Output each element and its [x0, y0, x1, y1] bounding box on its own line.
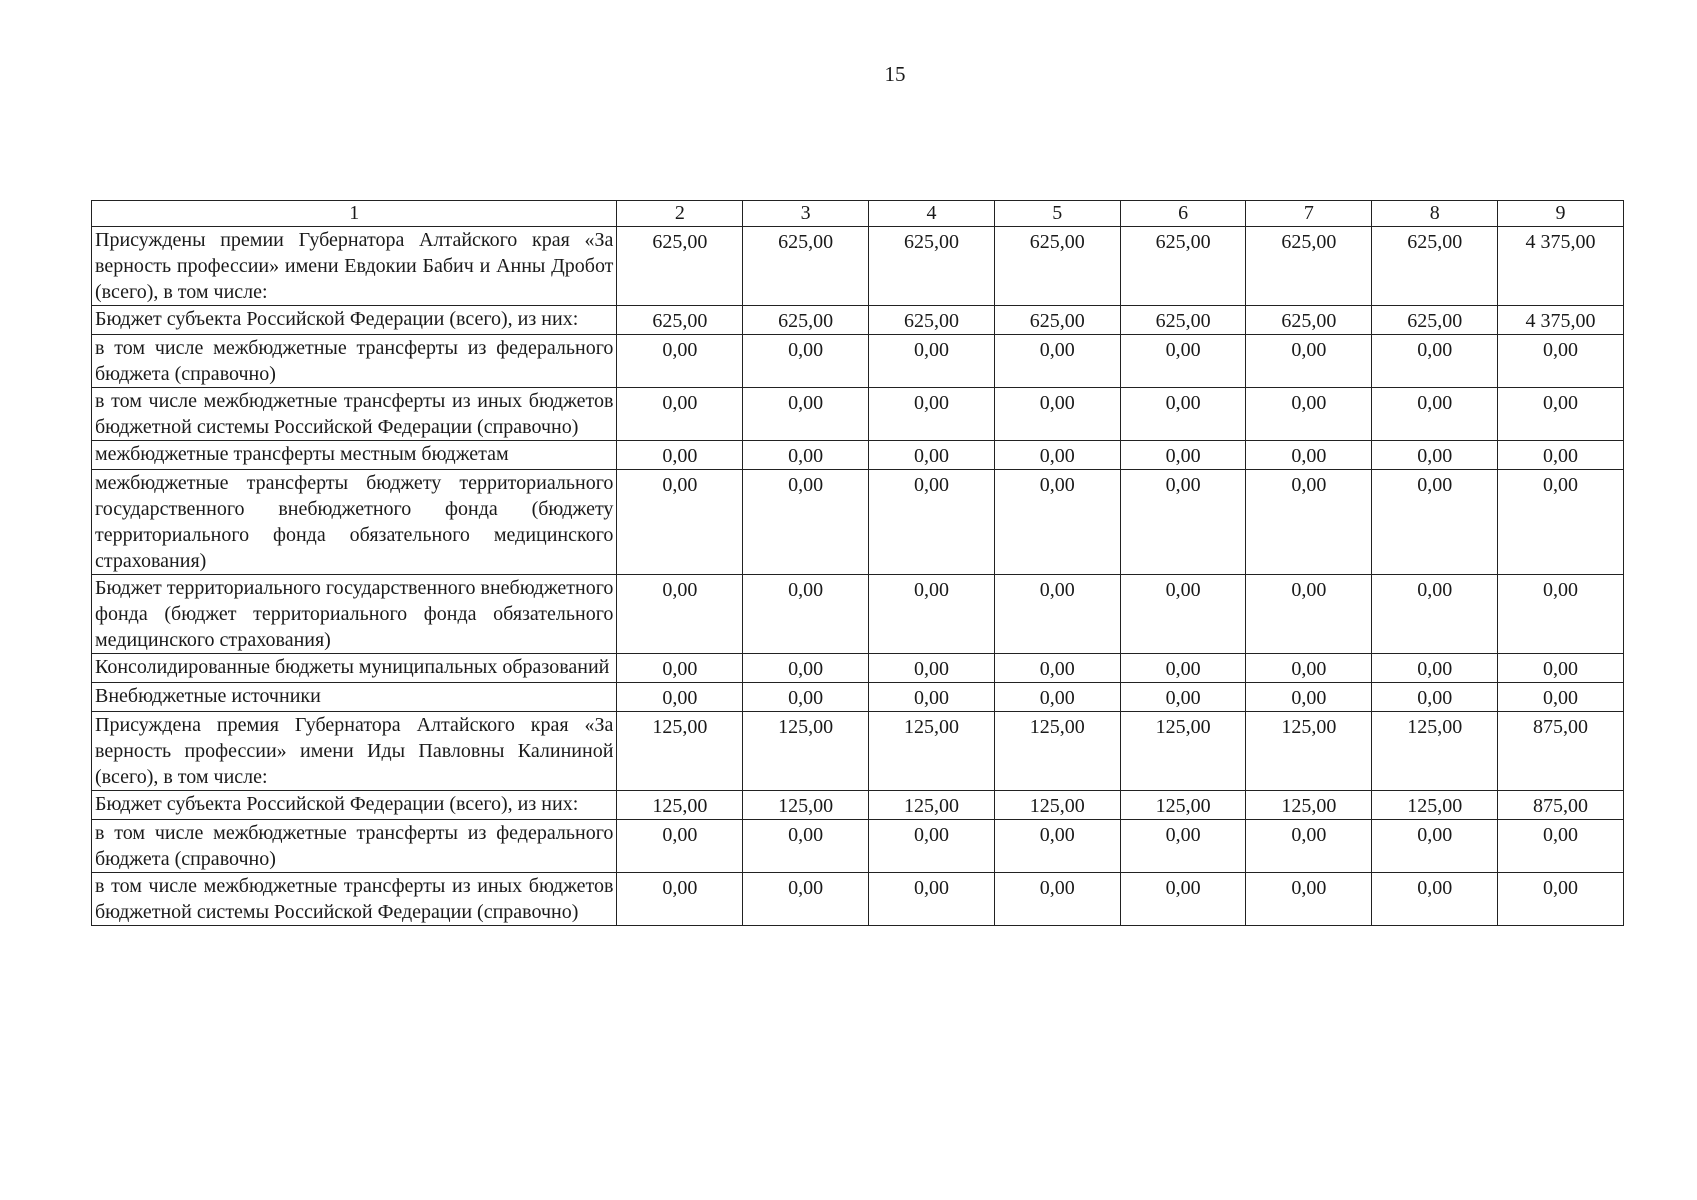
- value-cell: 125,00: [743, 712, 869, 791]
- value-cell: 0,00: [1120, 335, 1246, 388]
- value-cell: 625,00: [994, 306, 1120, 335]
- value-cell: 0,00: [869, 470, 995, 575]
- value-cell: 0,00: [869, 388, 995, 441]
- value-cell: 0,00: [617, 441, 743, 470]
- value-cell: 0,00: [743, 335, 869, 388]
- value-cell: 0,00: [743, 683, 869, 712]
- value-cell: 125,00: [743, 791, 869, 820]
- value-cell: 0,00: [1372, 820, 1498, 873]
- header-row: [92, 201, 1624, 227]
- value-cell: 0,00: [743, 820, 869, 873]
- value-cell: 125,00: [1246, 712, 1372, 791]
- value-cell: 0,00: [1498, 335, 1624, 388]
- value-cell: 0,00: [869, 683, 995, 712]
- value-cell: 0,00: [1246, 388, 1372, 441]
- row-label: Присуждены премии Губернатора Алтайского края «За верность профессии» имени Евдокии Бабич и Анны Дробот (всего), в том числе:: [92, 227, 617, 306]
- value-cell: 125,00: [869, 791, 995, 820]
- value-cell: 125,00: [1372, 712, 1498, 791]
- value-cell: 125,00: [869, 712, 995, 791]
- table-row: [92, 712, 1624, 791]
- table-row: [92, 791, 1624, 820]
- value-cell: 0,00: [1246, 654, 1372, 683]
- value-cell: 0,00: [743, 873, 869, 926]
- value-cell: 0,00: [869, 873, 995, 926]
- row-label: межбюджетные трансферты местным бюджетам: [92, 441, 617, 470]
- row-label: в том числе межбюджетные трансферты из иных бюджетов бюджетной системы Российской Федерации (справочно): [92, 873, 617, 926]
- value-cell: 0,00: [994, 654, 1120, 683]
- value-cell: 0,00: [994, 470, 1120, 575]
- column-header-3: 3: [743, 201, 869, 227]
- row-label: в том числе межбюджетные трансферты из федерального бюджета (справочно): [92, 820, 617, 873]
- value-cell: 0,00: [1246, 575, 1372, 654]
- value-cell: 0,00: [994, 441, 1120, 470]
- value-cell: 0,00: [869, 820, 995, 873]
- value-cell: 625,00: [1120, 227, 1246, 306]
- value-cell: 0,00: [1498, 575, 1624, 654]
- value-cell: 0,00: [617, 575, 743, 654]
- value-cell: 0,00: [994, 575, 1120, 654]
- value-cell: 0,00: [1120, 441, 1246, 470]
- value-cell: 0,00: [1120, 575, 1246, 654]
- row-label: Бюджет субъекта Российской Федерации (всего), из них:: [92, 791, 617, 820]
- value-cell: 0,00: [617, 683, 743, 712]
- page-number: 15: [884, 62, 906, 86]
- value-cell: 125,00: [994, 712, 1120, 791]
- row-label: Присуждена премия Губернатора Алтайского края «За верность профессии» имени Иды Павловны Калининой (всего), в том числе:: [92, 712, 617, 791]
- column-header-1: 1: [92, 201, 617, 227]
- value-cell: 4 375,00: [1498, 227, 1624, 306]
- value-cell: 625,00: [1246, 306, 1372, 335]
- value-cell: 625,00: [743, 227, 869, 306]
- value-cell: 0,00: [1120, 873, 1246, 926]
- column-header-9: 9: [1498, 201, 1624, 227]
- value-cell: 625,00: [1246, 227, 1372, 306]
- row-label: Внебюджетные источники: [92, 683, 617, 712]
- value-cell: 0,00: [1372, 575, 1498, 654]
- value-cell: 0,00: [994, 683, 1120, 712]
- value-cell: 0,00: [869, 654, 995, 683]
- table-body: [92, 227, 1624, 926]
- table-row: [92, 441, 1624, 470]
- budget-table: [91, 200, 1624, 926]
- value-cell: 0,00: [1120, 388, 1246, 441]
- value-cell: 125,00: [1372, 791, 1498, 820]
- value-cell: 0,00: [743, 654, 869, 683]
- row-label: Бюджет территориального государственного внебюджетного фонда (бюджет территориального фонда обязательного медицинского страхования): [92, 575, 617, 654]
- column-header-8: 8: [1372, 201, 1498, 227]
- row-label: Консолидированные бюджеты муниципальных образований: [92, 654, 617, 683]
- value-cell: 0,00: [869, 335, 995, 388]
- column-header-5: 5: [994, 201, 1120, 227]
- value-cell: 625,00: [994, 227, 1120, 306]
- value-cell: 625,00: [869, 306, 995, 335]
- value-cell: 0,00: [743, 388, 869, 441]
- value-cell: 0,00: [1372, 441, 1498, 470]
- row-label: межбюджетные трансферты бюджету территориального государственного внебюджетного фонда (бюджету территориального фонда обязательного медицинского страхования): [92, 470, 617, 575]
- value-cell: 875,00: [1498, 791, 1624, 820]
- value-cell: 125,00: [1120, 712, 1246, 791]
- column-header-2: 2: [617, 201, 743, 227]
- value-cell: 125,00: [1120, 791, 1246, 820]
- table-header: [92, 201, 1624, 227]
- value-cell: 0,00: [1246, 873, 1372, 926]
- table-row: [92, 873, 1624, 926]
- table-row: [92, 227, 1624, 306]
- table-row: [92, 683, 1624, 712]
- value-cell: 0,00: [743, 470, 869, 575]
- value-cell: 625,00: [617, 227, 743, 306]
- value-cell: 125,00: [617, 791, 743, 820]
- value-cell: 125,00: [617, 712, 743, 791]
- column-header-7: 7: [1246, 201, 1372, 227]
- value-cell: 4 375,00: [1498, 306, 1624, 335]
- column-header-6: 6: [1120, 201, 1246, 227]
- value-cell: 0,00: [1498, 654, 1624, 683]
- value-cell: 0,00: [1498, 388, 1624, 441]
- value-cell: 0,00: [1372, 335, 1498, 388]
- value-cell: 625,00: [1120, 306, 1246, 335]
- value-cell: 0,00: [1372, 388, 1498, 441]
- value-cell: 0,00: [1372, 873, 1498, 926]
- value-cell: 0,00: [1246, 335, 1372, 388]
- value-cell: 625,00: [743, 306, 869, 335]
- value-cell: 0,00: [1246, 683, 1372, 712]
- row-label: в том числе межбюджетные трансферты из федерального бюджета (справочно): [92, 335, 617, 388]
- value-cell: 0,00: [994, 873, 1120, 926]
- value-cell: 0,00: [1120, 820, 1246, 873]
- value-cell: 0,00: [617, 335, 743, 388]
- column-header-4: 4: [869, 201, 995, 227]
- table-row: [92, 575, 1624, 654]
- table-row: [92, 388, 1624, 441]
- value-cell: 0,00: [1372, 683, 1498, 712]
- value-cell: 0,00: [617, 820, 743, 873]
- value-cell: 125,00: [994, 791, 1120, 820]
- value-cell: 0,00: [617, 654, 743, 683]
- value-cell: 625,00: [1372, 306, 1498, 335]
- value-cell: 0,00: [617, 470, 743, 575]
- value-cell: 875,00: [1498, 712, 1624, 791]
- value-cell: 0,00: [1120, 470, 1246, 575]
- value-cell: 625,00: [617, 306, 743, 335]
- value-cell: 0,00: [1498, 441, 1624, 470]
- value-cell: 0,00: [743, 575, 869, 654]
- row-label: в том числе межбюджетные трансферты из иных бюджетов бюджетной системы Российской Федерации (справочно): [92, 388, 617, 441]
- row-label: Бюджет субъекта Российской Федерации (всего), из них:: [92, 306, 617, 335]
- value-cell: 625,00: [869, 227, 995, 306]
- value-cell: 0,00: [1372, 470, 1498, 575]
- value-cell: 0,00: [1120, 683, 1246, 712]
- value-cell: 0,00: [994, 820, 1120, 873]
- value-cell: 0,00: [1498, 820, 1624, 873]
- table-row: [92, 820, 1624, 873]
- value-cell: 0,00: [617, 873, 743, 926]
- value-cell: 0,00: [869, 441, 995, 470]
- value-cell: 0,00: [743, 441, 869, 470]
- table-row: [92, 335, 1624, 388]
- value-cell: 0,00: [1246, 470, 1372, 575]
- value-cell: 625,00: [1372, 227, 1498, 306]
- value-cell: 0,00: [617, 388, 743, 441]
- value-cell: 0,00: [1498, 873, 1624, 926]
- value-cell: 0,00: [869, 575, 995, 654]
- value-cell: 0,00: [1246, 820, 1372, 873]
- value-cell: 0,00: [994, 388, 1120, 441]
- value-cell: 0,00: [1120, 654, 1246, 683]
- value-cell: 0,00: [1372, 654, 1498, 683]
- table-row: [92, 306, 1624, 335]
- table-row: [92, 470, 1624, 575]
- value-cell: 0,00: [1246, 441, 1372, 470]
- value-cell: 0,00: [994, 335, 1120, 388]
- value-cell: 0,00: [1498, 470, 1624, 575]
- table-row: [92, 654, 1624, 683]
- value-cell: 0,00: [1498, 683, 1624, 712]
- value-cell: 125,00: [1246, 791, 1372, 820]
